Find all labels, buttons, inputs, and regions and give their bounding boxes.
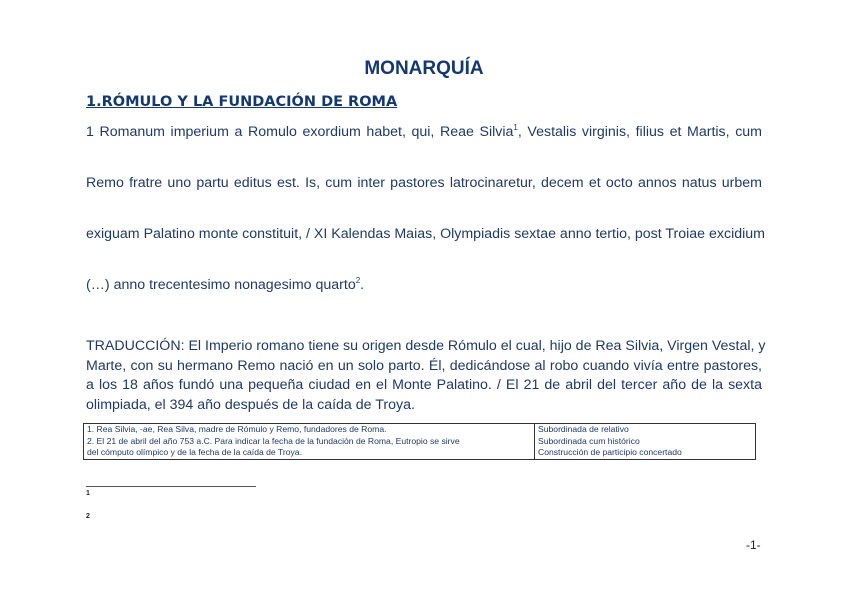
latin-text-line-3: exiguam Palatino monte constituit, / XI Kalendas Maias, Olympiadis sextae anno tertio, post Troiae excidium xyxy=(86,226,765,242)
page-title: MONARQUÍA xyxy=(364,58,484,79)
latin-text-line-1: 1 Romanum imperium a Romulo exordium habet, qui, Reae Silvia$^1$, Vestalis virginis, filius et Martis, cum xyxy=(86,123,763,140)
table-row xyxy=(84,436,756,448)
table-cell-grammar: Construcción de participio concertado xyxy=(535,447,756,459)
page-number: -1- xyxy=(746,538,761,552)
grammar-notes-table xyxy=(83,423,756,460)
footnote-marker-1: 1 xyxy=(86,490,90,497)
table-cell-grammar: Subordinada de relativo xyxy=(535,424,756,436)
translation-line: TRADUCCIÓN: El Imperio romano tiene su origen desde Rómulo el cual, hijo de Rea Silvia, Virgen Vestal, y xyxy=(86,338,766,354)
translation-line: a los 18 años fundó una pequeña ciudad en el Monte Palatino. / El 21 de abril del tercer año de la sexta xyxy=(86,377,762,393)
table-row xyxy=(84,447,756,459)
latin-text-line-4: (…) anno trecentesimo nonagesimo quarto$^2$. xyxy=(86,276,365,293)
footnote-ref-2[interactable]: 2 xyxy=(355,276,361,285)
table-cell-note: 1. Rea Silvia, -ae, Rea Silva, madre de Rómulo y Remo, fundadores de Roma. xyxy=(84,424,535,436)
footnote-ref-1[interactable]: 1 xyxy=(513,123,518,132)
table-cell-grammar: Subordinada cum histórico xyxy=(535,436,756,448)
translation-line: olimpiada, el 394 año después de la caída de Troya. xyxy=(86,396,415,413)
section-heading: 1.RÓMULO Y LA FUNDACIÓN DE ROMA xyxy=(86,94,398,110)
latin-text-line-2: Remo fratre uno partu editus est. Is, cum inter pastores latrocinaretur, decem et octo annos natus urbem xyxy=(86,175,762,191)
translation-line: Marte, con su hermano Remo nació en un solo parto. Él, dedicándose al robo cuando vivía entre pastores, xyxy=(86,357,762,374)
footnote-separator xyxy=(86,486,256,487)
footnote-marker-2: 2 xyxy=(86,513,90,520)
translation-paragraph xyxy=(86,337,766,415)
table-cell-note: 2. El 21 de abril del año 753 a.C. Para indicar la fecha de la fundación de Roma, Eutropio se sirve xyxy=(84,436,535,448)
table-row xyxy=(84,424,756,436)
table-cell-note: del cómputo olímpico y de la fecha de la caída de Troya. xyxy=(84,447,535,459)
